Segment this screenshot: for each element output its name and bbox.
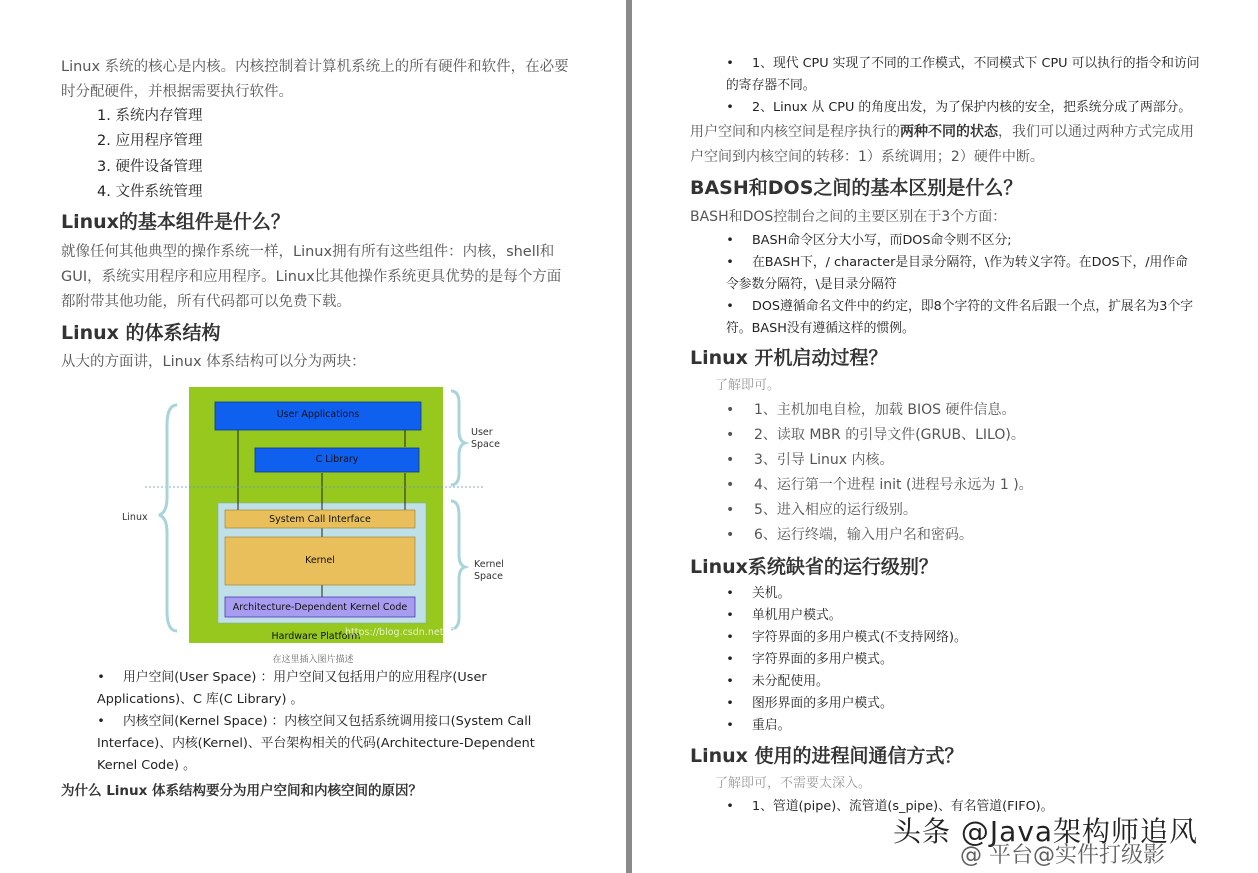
runlevel-text: 重启。 xyxy=(752,718,791,733)
runlevel-text: 未分配使用。 xyxy=(752,674,829,689)
list-item: • 用户空间(User Space) ：用户空间又包括用户的应用程序(User Applications)、C 库(C Library) 。 xyxy=(97,667,567,711)
transition-bold: 两种不同的状态 xyxy=(900,124,998,140)
list-item: • 关机。 xyxy=(726,586,791,601)
linux-architecture-diagram xyxy=(115,385,525,647)
transition-text-post: ，我们可以通过两种方式完成用户空间到内核空间的转移：1）系统调用；2）硬件中断。 xyxy=(690,124,1194,165)
bullet-text: DOS遵循命名文件中的约定，即8个字符的文件名后跟一个点，扩展名为3个字符。BASH没有遵循这样的惯例。 xyxy=(726,299,1194,336)
linux-bracket xyxy=(159,405,177,631)
list-item: 1. 系统内存管理 xyxy=(97,108,203,124)
step-text: 4、运行第一个进程 init (进程号永远为 1 )。 xyxy=(754,477,1033,493)
bullet-text: 1、现代 CPU 实现了不同的工作模式，不同模式下 CPU 可以执行的指令和访问的寄存器不同。 xyxy=(726,56,1200,93)
components-paragraph: 就像任何其他典型的操作系统一样，Linux拥有所有这些组件：内核，shell和GUI，系统实用程序和应用程序。Linux比其他操作系统更具优势的是每个方面都附带其他功能，所有代码都可以免费下载。 xyxy=(61,244,562,310)
step-text: 6、运行终端，输入用户名和密码。 xyxy=(754,527,973,543)
heading-bash-dos: BASH和DOS之间的基本区别是什么？ xyxy=(690,177,1023,199)
bullet-text: BASH命令区分大小写，而DOS命令则不区分; xyxy=(752,233,1012,248)
question-heading: 为什么 Linux 体系结构要分为用户空间和内核空间的原因？ xyxy=(61,783,423,799)
reason-bullets xyxy=(726,53,1201,119)
arch-code-label: Architecture-Dependent Kernel Code xyxy=(232,602,408,613)
list-item: • 图形界面的多用户模式。 xyxy=(726,696,893,711)
architecture-paragraph: 从大的方面讲，Linux 体系结构可以分为两块： xyxy=(61,354,366,370)
bash-paragraph: BASH和DOS控制台之间的主要区别在于3个方面： xyxy=(690,209,1007,225)
heading-architecture: Linux 的体系结构 xyxy=(61,322,221,344)
step-text: 5、进入相应的运行级别。 xyxy=(754,502,917,518)
list-item: • 单机用户模式。 xyxy=(726,608,842,623)
list-item: • 字符界面的多用户模式(不支持网络)。 xyxy=(726,630,967,645)
list-item: • 4、运行第一个进程 init (进程号永远为 1 )。 xyxy=(726,477,1033,493)
list-item: • 1、管道(pipe)、流管道(s_pipe)、有名管道(FIFO)。 xyxy=(726,799,1054,814)
heading-runlevel: Linux系统缺省的运行级别？ xyxy=(690,556,938,578)
right-page xyxy=(632,0,1258,873)
list-item: • 1、现代 CPU 实现了不同的工作模式，不同模式下 CPU 可以执行的指令和访问的寄存器不同。 xyxy=(726,53,1201,97)
list-item: • 3、引导 Linux 内核。 xyxy=(726,452,894,468)
transition-text: 用户空间和内核空间是程序执行的 xyxy=(690,124,900,140)
bash-bullets xyxy=(726,230,1198,340)
bullet-text: 内核空间(Kernel Space) ：内核空间又包括系统调用接口(System Call Interface)、内核(Kernel)、平台架构相关的代码(Architecture-Dependent Kernel Code) 。 xyxy=(97,714,535,773)
list-item: • 未分配使用。 xyxy=(726,674,829,689)
ipc-note: 了解即可，不需要太深入。 xyxy=(715,776,872,791)
linux-label: Linux xyxy=(122,512,148,523)
user-space-label-1: User xyxy=(471,427,493,438)
intro-paragraph: Linux 系统的核心是内核。内核控制着计算机系统上的所有硬件和软件，在必要时分配硬件，并根据需要执行软件。 xyxy=(61,59,569,100)
list-item: • BASH命令区分大小写，而DOS命令则不区分; xyxy=(726,230,1198,252)
list-item: • DOS遵循命名文件中的约定，即8个字符的文件名后跟一个点，扩展名为3个字符。BASH没有遵循这样的惯例。 xyxy=(726,296,1198,340)
heading-ipc: Linux 使用的进程间通信方式？ xyxy=(690,745,964,767)
bullet-text: 2、Linux 从 CPU 的角度出发，为了保护内核的安全，把系统分成了两部分。 xyxy=(752,100,1192,115)
syscall-label: System Call Interface xyxy=(269,514,371,525)
kernel-space-label-1: Kernel xyxy=(474,559,504,570)
boot-note: 了解即可。 xyxy=(715,378,781,393)
user-applications-label: User Applications xyxy=(276,409,360,420)
runlevel-text: 图形界面的多用户模式。 xyxy=(752,696,893,711)
user-space-label-2: Space xyxy=(471,439,500,450)
runlevel-text: 字符界面的多用户模式(不支持网络)。 xyxy=(752,630,967,645)
list-item: • 2、读取 MBR 的引导文件(GRUB、LILO)。 xyxy=(726,427,1025,443)
image-watermark: https://blog.csdn.net/ThinkWon xyxy=(345,627,494,638)
boot-steps xyxy=(726,398,1196,548)
kernel-space-bracket xyxy=(451,501,465,629)
kernel-space-label-2: Space xyxy=(474,571,503,582)
list-item: 2. 应用程序管理 xyxy=(97,133,203,150)
image-caption: 在这里插入图片描述 xyxy=(272,655,354,665)
list-item: • 字符界面的多用户模式。 xyxy=(726,652,893,667)
runlevel-list xyxy=(726,583,1196,737)
list-item: • 重启。 xyxy=(726,718,791,733)
kernel-label: Kernel xyxy=(305,555,335,566)
list-item: 3. 硬件设备管理 xyxy=(97,158,203,175)
left-page xyxy=(0,0,626,873)
list-item: • 内核空间(Kernel Space) ：内核空间又包括系统调用接口(System Call Interface)、内核(Kernel)、平台架构相关的代码(Architecture-Dependent Kernel Code) 。 xyxy=(97,711,567,777)
heading-boot: Linux 开机启动过程？ xyxy=(690,347,888,369)
list-item: 4. 文件系统管理 xyxy=(97,183,203,200)
bullet-text: 用户空间(User Space) ：用户空间又包括用户的应用程序(User Applications)、C 库(C Library) 。 xyxy=(97,670,487,707)
step-text: 2、读取 MBR 的引导文件(GRUB、LILO)。 xyxy=(754,427,1025,443)
runlevel-text: 单机用户模式。 xyxy=(752,608,842,623)
runlevel-text: 字符界面的多用户模式。 xyxy=(752,652,893,667)
list-item: • 1、主机加电自检，加载 BIOS 硬件信息。 xyxy=(726,402,1016,418)
step-text: 3、引导 Linux 内核。 xyxy=(754,452,894,468)
bullet-text: 在BASH下，/ character是目录分隔符，\作为转义字符。在DOS下，/用作命令参数分隔符，\是目录分隔符 xyxy=(726,255,1188,292)
ipc-text: 1、管道(pipe)、流管道(s_pipe)、有名管道(FIFO)。 xyxy=(752,799,1054,814)
platform-watermark-secondary: @ 平台@实件打级影 xyxy=(960,843,1165,868)
platform-watermark: 头条 @Java架构师追风 xyxy=(893,815,1199,848)
space-bullets xyxy=(97,667,567,777)
list-item: • 6、运行终端，输入用户名和密码。 xyxy=(726,527,973,543)
list-item: • 2、Linux 从 CPU 的角度出发，为了保护内核的安全，把系统分成了两部分。 xyxy=(726,97,1201,119)
user-space-bracket xyxy=(451,391,465,485)
c-library-label: C Library xyxy=(315,454,359,465)
runlevel-text: 关机。 xyxy=(752,586,791,601)
step-text: 1、主机加电自检，加载 BIOS 硬件信息。 xyxy=(754,402,1016,418)
hardware-label: Hardware Platform xyxy=(271,631,361,642)
kernel-tasks-list xyxy=(97,104,202,205)
heading-components: Linux的基本组件是什么？ xyxy=(61,211,290,233)
transition-paragraph xyxy=(690,120,1200,170)
list-item: • 在BASH下，/ character是目录分隔符，\作为转义字符。在DOS下，/用作命令参数分隔符，\是目录分隔符 xyxy=(726,252,1198,296)
list-item: • 5、进入相应的运行级别。 xyxy=(726,502,917,518)
